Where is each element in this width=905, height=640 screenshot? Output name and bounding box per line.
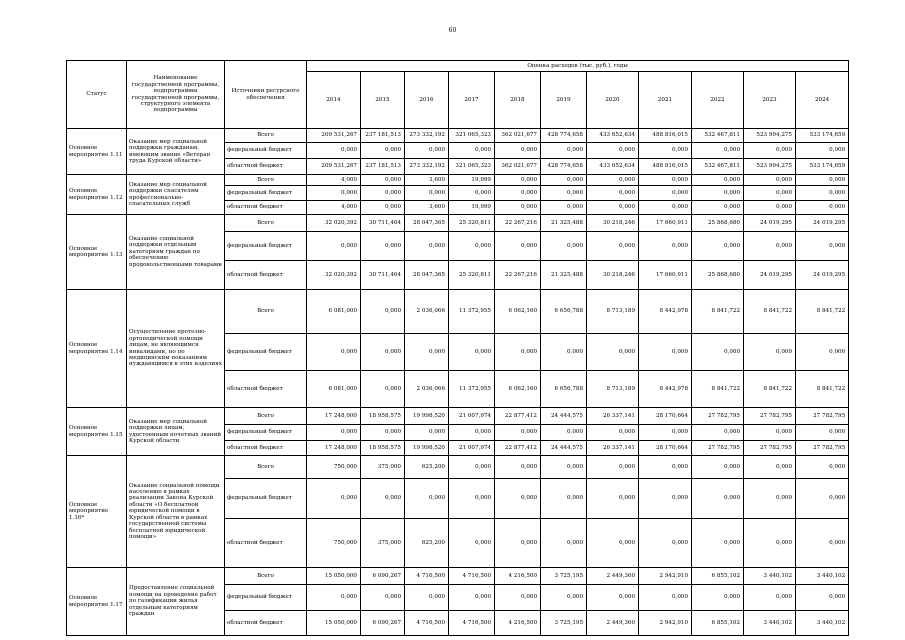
value-cell: 6 090,267 [361,568,405,585]
value-cell: 25 320,811 [449,215,495,232]
value-cell: 0,000 [692,143,744,159]
value-cell: 0,000 [541,175,587,186]
measure-name-cell: Оказание мер социальной поддержки гражданам, имеющим звание «Ветеран труда Курской области» [127,129,225,175]
status-cell: Основное мероприятие 1.17 [67,568,127,636]
value-cell: 28 047,365 [405,215,449,232]
source-cell: федеральный бюджет [225,232,307,261]
value-cell: 0,000 [541,456,587,479]
value-cell: 0,000 [587,456,639,479]
source-cell: Всего [225,456,307,479]
value-cell: 0,000 [541,143,587,159]
value-cell: 27 782,795 [796,441,849,456]
value-cell: 0,000 [449,519,495,568]
value-cell: 19 998,520 [405,441,449,456]
table-row [67,215,849,232]
value-cell: 6 062,160 [495,371,541,408]
value-cell: 6 656,788 [541,371,587,408]
value-cell: 321 065,323 [449,129,495,143]
source-cell: Всего [225,408,307,425]
value-cell: 0,000 [587,519,639,568]
value-cell: 0,000 [744,175,796,186]
value-cell: 0,000 [692,425,744,441]
value-cell: 0,000 [449,334,495,371]
value-cell: 2 449,360 [587,611,639,636]
value-cell: 0,000 [796,201,849,215]
header-sources: Источники ресурсного обеспечения [225,61,307,129]
value-cell: 0,000 [361,186,405,201]
table-row [67,175,849,186]
value-cell: 237 181,513 [361,129,405,143]
value-cell: 273 332,192 [405,159,449,175]
header-status: Статус [67,61,127,129]
value-cell: 27 782,795 [796,408,849,425]
value-cell: 3 725,195 [541,568,587,585]
value-cell: 0,000 [796,425,849,441]
value-cell: 8 841,722 [692,371,744,408]
value-cell: 0,000 [361,334,405,371]
value-cell: 30 711,464 [361,215,405,232]
value-cell: 0,000 [796,334,849,371]
value-cell: 0,000 [307,143,361,159]
status-cell: Основное мероприятие 1.16* [67,456,127,568]
table-row [67,129,849,143]
value-cell: 8 713,189 [587,290,639,334]
value-cell: 19,999 [449,201,495,215]
value-cell: 0,000 [541,519,587,568]
value-cell: 428 774,658 [541,159,587,175]
value-cell: 18 958,575 [361,441,405,456]
value-cell: 0,000 [587,175,639,186]
value-cell: 0,000 [307,232,361,261]
value-cell: 0,000 [744,186,796,201]
measure-name-cell: Оказание мер социальной поддержки лицам, удостоенным почетных званий Курской области [127,408,225,456]
value-cell: 0,000 [692,585,744,611]
value-cell: 0,000 [495,186,541,201]
value-cell: 11 372,955 [449,290,495,334]
value-cell: 0,000 [495,519,541,568]
value-cell: 0,000 [541,186,587,201]
value-cell: 0,000 [449,585,495,611]
value-cell: 523 994,275 [744,129,796,143]
value-cell: 0,000 [692,456,744,479]
value-cell: 0,000 [405,232,449,261]
measure-name-cell: Оказание социальной поддержки отдельным категориям граждан по обеспечению продовольственными товарами [127,215,225,290]
value-cell: 0,000 [495,232,541,261]
value-cell: 0,000 [495,456,541,479]
header-estimate: Оценка расходов (тыс. руб.), годы [307,61,849,72]
source-cell: Всего [225,290,307,334]
value-cell: 523 994,275 [744,159,796,175]
value-cell: 0,000 [307,334,361,371]
value-cell: 25 320,811 [449,261,495,290]
value-cell: 8 442,978 [639,290,692,334]
value-cell: 4,000 [307,175,361,186]
value-cell: 21 007,974 [449,408,495,425]
value-cell: 2 036,066 [405,290,449,334]
value-cell: 488 816,015 [639,159,692,175]
value-cell: 26 337,141 [587,441,639,456]
value-cell: 273 332,192 [405,129,449,143]
value-cell: 24 019,295 [796,215,849,232]
value-cell: 2 942,910 [639,611,692,636]
value-cell: 0,000 [449,425,495,441]
page-number: 60 [448,27,457,34]
value-cell: 18 958,575 [361,408,405,425]
value-cell: 0,000 [744,585,796,611]
value-cell: 0,000 [796,186,849,201]
value-cell: 0,000 [405,143,449,159]
value-cell: 0,000 [449,456,495,479]
value-cell: 27 782,795 [744,408,796,425]
value-cell: 433 652,634 [587,129,639,143]
value-cell: 3 440,102 [796,568,849,585]
value-cell: 0,000 [361,143,405,159]
value-cell: 0,000 [639,143,692,159]
value-cell: 6 855,102 [692,568,744,585]
value-cell: 0,000 [361,371,405,408]
value-cell: 0,000 [796,519,849,568]
source-cell: Всего [225,129,307,143]
value-cell: 0,000 [796,232,849,261]
value-cell: 0,000 [541,334,587,371]
status-cell: Основное мероприятие 1.15 [67,408,127,456]
value-cell: 0,000 [405,334,449,371]
source-cell: областной бюджет [225,441,307,456]
value-cell: 0,000 [361,175,405,186]
value-cell: 0,000 [639,519,692,568]
value-cell: 0,000 [405,186,449,201]
value-cell: 15 050,000 [307,611,361,636]
value-cell: 3 440,102 [796,611,849,636]
value-cell: 0,000 [495,201,541,215]
header-year: 2023 [744,72,796,129]
header-year: 2022 [692,72,744,129]
value-cell: 32 020,392 [307,261,361,290]
value-cell: 3,600 [405,201,449,215]
status-cell: Основное мероприятие 1.11 [67,129,127,175]
value-cell: 0,000 [307,186,361,201]
value-cell: 4 716,500 [449,611,495,636]
value-cell: 0,000 [744,519,796,568]
value-cell: 0,000 [587,479,639,519]
source-cell: областной бюджет [225,371,307,408]
table-row [67,290,849,334]
value-cell: 0,000 [405,585,449,611]
value-cell: 0,000 [639,201,692,215]
value-cell: 0,000 [541,479,587,519]
value-cell: 21 325,488 [541,215,587,232]
value-cell: 24 444,575 [541,408,587,425]
value-cell: 24 019,295 [796,261,849,290]
value-cell: 0,000 [449,186,495,201]
value-cell: 0,000 [361,425,405,441]
value-cell: 0,000 [639,334,692,371]
header-year: 2020 [587,72,639,129]
measure-name-cell: Оказание мер социальной поддержки спасателям профессионально-спасательных служб [127,175,225,215]
value-cell: 17 248,000 [307,408,361,425]
source-cell: областной бюджет [225,611,307,636]
value-cell: 0,000 [495,143,541,159]
value-cell: 0,000 [587,186,639,201]
value-cell: 24 019,295 [744,215,796,232]
value-cell: 433 652,634 [587,159,639,175]
value-cell: 4,000 [307,201,361,215]
status-cell: Основное мероприятие 1.13 [67,215,127,290]
value-cell: 0,000 [587,201,639,215]
value-cell: 0,000 [405,479,449,519]
source-cell: Всего [225,215,307,232]
value-cell: 0,000 [587,425,639,441]
source-cell: областной бюджет [225,519,307,568]
value-cell: 0,000 [541,585,587,611]
value-cell: 0,000 [692,201,744,215]
value-cell: 0,000 [744,425,796,441]
source-cell: федеральный бюджет [225,334,307,371]
value-cell: 21 325,488 [541,261,587,290]
value-cell: 0,000 [449,232,495,261]
value-cell: 428 774,658 [541,129,587,143]
table-row [67,568,849,585]
value-cell: 2 036,066 [405,371,449,408]
value-cell: 19 998,520 [405,408,449,425]
value-cell: 30 218,246 [587,261,639,290]
measure-name-cell: Оказание социальной помощи населению в рамках реализации Закона Курской области «О бесплатной юридической помощи в Курской области в рамках государственной системы бесплатной юридической помощи» [127,456,225,568]
value-cell: 0,000 [796,479,849,519]
value-cell: 533 174,659 [796,159,849,175]
value-cell: 0,000 [639,232,692,261]
measure-name-cell: Предоставление социальной помощи на проведение работ по газификации жилья отдельным категориям граждан [127,568,225,636]
value-cell: 0,000 [361,232,405,261]
table-row [67,456,849,479]
value-cell: 8 841,722 [796,371,849,408]
value-cell: 0,000 [744,201,796,215]
value-cell: 2 449,360 [587,568,639,585]
value-cell: 0,000 [361,479,405,519]
value-cell: 8 841,722 [796,290,849,334]
value-cell: 25 868,680 [692,215,744,232]
source-cell: областной бюджет [225,261,307,290]
value-cell: 532 467,811 [692,129,744,143]
value-cell: 17 660,911 [639,261,692,290]
value-cell: 375,000 [361,519,405,568]
value-cell: 0,000 [495,479,541,519]
value-cell: 8 841,722 [744,290,796,334]
value-cell: 375,000 [361,456,405,479]
value-cell: 0,000 [692,334,744,371]
value-cell: 0,000 [541,232,587,261]
value-cell: 6 081,000 [307,290,361,334]
value-cell: 0,000 [587,143,639,159]
value-cell: 27 782,795 [744,441,796,456]
header-year: 2018 [495,72,541,129]
value-cell: 0,000 [587,232,639,261]
value-cell: 4 216,500 [495,611,541,636]
value-cell: 11 372,955 [449,371,495,408]
value-cell: 625,200 [405,456,449,479]
value-cell: 0,000 [796,175,849,186]
value-cell: 0,000 [541,425,587,441]
value-cell: 0,000 [692,186,744,201]
value-cell: 27 782,795 [692,408,744,425]
source-cell: федеральный бюджет [225,585,307,611]
value-cell: 26 337,141 [587,408,639,425]
value-cell: 4 216,500 [495,568,541,585]
status-cell: Основное мероприятие 1.12 [67,175,127,215]
value-cell: 0,000 [796,143,849,159]
value-cell: 0,000 [495,175,541,186]
value-cell: 0,000 [692,519,744,568]
value-cell: 3 440,102 [744,611,796,636]
value-cell: 6 081,000 [307,371,361,408]
value-cell: 0,000 [541,201,587,215]
source-cell: федеральный бюджет [225,143,307,159]
value-cell: 0,000 [495,585,541,611]
value-cell: 8 713,189 [587,371,639,408]
value-cell: 6 656,788 [541,290,587,334]
source-cell: Всего [225,175,307,186]
header-year: 2019 [541,72,587,129]
table-row [67,408,849,425]
value-cell: 17 248,000 [307,441,361,456]
value-cell: 750,000 [307,456,361,479]
value-cell: 0,000 [449,143,495,159]
value-cell: 6 062,160 [495,290,541,334]
value-cell: 19,999 [449,175,495,186]
value-cell: 32 020,392 [307,215,361,232]
table-body [67,129,849,636]
value-cell: 0,000 [744,143,796,159]
value-cell: 22 267,216 [495,215,541,232]
value-cell: 362 021,677 [495,129,541,143]
value-cell: 8 841,722 [692,290,744,334]
value-cell: 21 007,974 [449,441,495,456]
value-cell: 533 174,659 [796,129,849,143]
value-cell: 0,000 [744,479,796,519]
value-cell: 24 444,575 [541,441,587,456]
value-cell: 0,000 [307,585,361,611]
value-cell: 0,000 [639,585,692,611]
header-year: 2016 [405,72,449,129]
value-cell: 3 725,195 [541,611,587,636]
value-cell: 6 855,102 [692,611,744,636]
value-cell: 4 716,500 [449,568,495,585]
value-cell: 0,000 [692,232,744,261]
header-name: Наименование государственной программы, подпрограммы государственной программы, структурного элемента подпрограммы [127,61,225,129]
value-cell: 0,000 [639,175,692,186]
value-cell: 4 716,500 [405,568,449,585]
value-cell: 24 019,295 [744,261,796,290]
value-cell: 27 782,795 [692,441,744,456]
value-cell: 750,000 [307,519,361,568]
value-cell: 0,000 [744,334,796,371]
value-cell: 8 841,722 [744,371,796,408]
value-cell: 28 047,365 [405,261,449,290]
value-cell: 15 050,000 [307,568,361,585]
value-cell: 0,000 [639,425,692,441]
value-cell: 30 711,464 [361,261,405,290]
value-cell: 0,000 [692,175,744,186]
header-year: 2014 [307,72,361,129]
value-cell: 8 442,978 [639,371,692,408]
value-cell: 2 942,910 [639,568,692,585]
source-cell: областной бюджет [225,159,307,175]
source-cell: областной бюджет [225,201,307,215]
value-cell: 209 531,267 [307,129,361,143]
value-cell: 0,000 [361,290,405,334]
value-cell: 0,000 [639,479,692,519]
value-cell: 0,000 [361,201,405,215]
value-cell: 0,000 [495,334,541,371]
value-cell: 0,000 [744,232,796,261]
value-cell: 28 170,664 [639,408,692,425]
header-year: 2021 [639,72,692,129]
value-cell: 17 660,911 [639,215,692,232]
value-cell: 0,000 [405,425,449,441]
value-cell: 25 868,680 [692,261,744,290]
value-cell: 0,000 [361,585,405,611]
value-cell: 6 090,267 [361,611,405,636]
value-cell: 321 065,323 [449,159,495,175]
value-cell: 22 877,412 [495,441,541,456]
value-cell: 0,000 [495,425,541,441]
table-header [67,61,849,129]
value-cell: 22 267,216 [495,261,541,290]
value-cell: 22 877,412 [495,408,541,425]
value-cell: 237 181,513 [361,159,405,175]
header-year: 2015 [361,72,405,129]
value-cell: 488 816,015 [639,129,692,143]
value-cell: 0,000 [639,186,692,201]
value-cell: 4 716,500 [405,611,449,636]
value-cell: 0,000 [587,334,639,371]
measure-name-cell: Осуществление протезно-ортопедической помощи лицам, не являющимся инвалидами, но по медицинским показаниям нуждающимся в этих изделиях [127,290,225,408]
status-cell: Основное мероприятие 1.14 [67,290,127,408]
value-cell: 209 531,267 [307,159,361,175]
source-cell: федеральный бюджет [225,479,307,519]
source-cell: Всего [225,568,307,585]
header-year: 2024 [796,72,849,129]
value-cell: 0,000 [587,585,639,611]
value-cell: 0,000 [449,479,495,519]
value-cell: 3,600 [405,175,449,186]
value-cell: 0,000 [744,456,796,479]
source-cell: федеральный бюджет [225,186,307,201]
value-cell: 0,000 [796,456,849,479]
value-cell: 0,000 [307,479,361,519]
value-cell: 362 021,677 [495,159,541,175]
header-year: 2017 [449,72,495,129]
value-cell: 0,000 [796,585,849,611]
value-cell: 0,000 [639,456,692,479]
source-cell: федеральный бюджет [225,425,307,441]
budget-table [66,60,849,636]
value-cell: 28 170,664 [639,441,692,456]
value-cell: 0,000 [692,479,744,519]
value-cell: 3 440,102 [744,568,796,585]
value-cell: 0,000 [307,425,361,441]
value-cell: 625,200 [405,519,449,568]
value-cell: 30 218,246 [587,215,639,232]
value-cell: 532 467,811 [692,159,744,175]
